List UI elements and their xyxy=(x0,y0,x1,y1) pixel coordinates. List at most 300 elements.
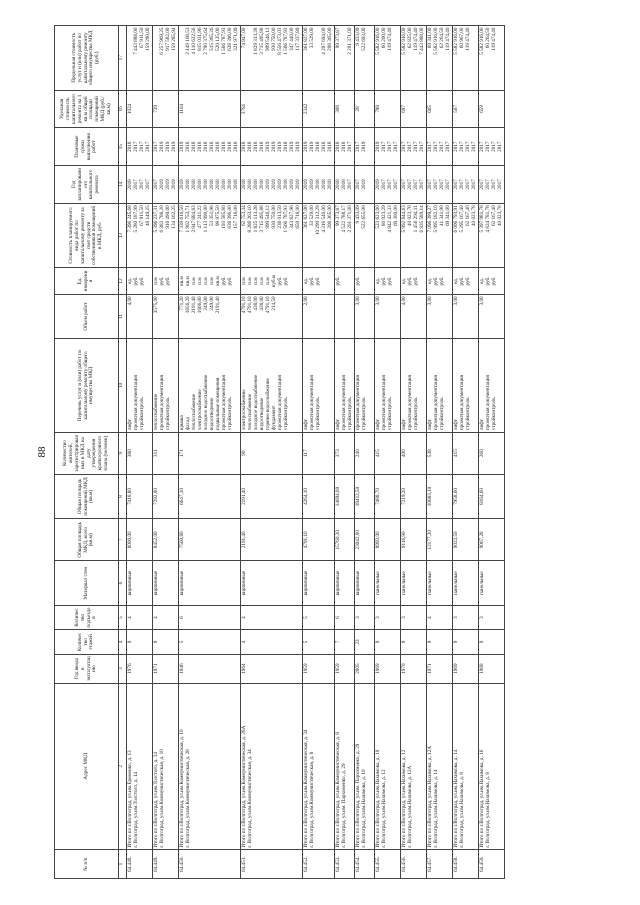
planned-year xyxy=(153,166,179,204)
rooms-area: 14694,80 xyxy=(335,474,355,518)
planned-terms-line: 2019 xyxy=(308,141,315,152)
planned-year-line: 2019 xyxy=(158,179,165,190)
planned-terms-line: 2017 xyxy=(438,141,445,152)
unit-of-measure xyxy=(375,268,401,295)
works-list-line: проектная документация xyxy=(484,375,491,431)
planned-cost-line: 5 397 981,78 xyxy=(478,205,485,233)
unit-of-measure-line: п.м xyxy=(152,277,159,285)
planned-terms-line: 2017 xyxy=(484,141,491,152)
planned-year-line: 2017 xyxy=(432,179,439,190)
planned-terms-line: 2018 xyxy=(314,141,321,152)
planned-year-line: 2017 xyxy=(152,179,159,190)
planned-terms xyxy=(427,128,453,166)
limit-cost-line: 930 750,00 xyxy=(270,27,277,51)
planned-year xyxy=(479,166,505,204)
planned-terms xyxy=(153,128,179,166)
address-cell-line: Итого по г.Волгоград, ул.им.Нахимова, д. 12 xyxy=(400,749,407,848)
works-list-line: стройконтроль xyxy=(412,397,419,431)
rotated-sheet xyxy=(30,17,630,887)
limit-cost-line: 9 433,09 xyxy=(354,27,361,46)
works-list xyxy=(127,339,153,432)
unit-cost-line: 659 xyxy=(478,105,485,113)
unit-cost-line: 2342 xyxy=(302,103,309,115)
floors-count: 5 xyxy=(303,630,335,654)
table-row xyxy=(375,26,401,879)
works-list-line: стройконтроль xyxy=(226,397,233,431)
floors-count: 4 xyxy=(241,630,303,654)
works-list xyxy=(375,339,401,432)
commission-year: 1971 xyxy=(153,654,179,683)
address-cell-line: г. Волгоград, ул.им. Пархоменко, д. 29 xyxy=(340,763,347,848)
unit-of-measure-line: руб. xyxy=(334,276,341,286)
commission-year: 2005 xyxy=(355,654,375,683)
unit-cost xyxy=(179,90,241,128)
header-cell: Ед. измерения xyxy=(55,268,119,295)
row-number: 64.452. xyxy=(303,850,335,879)
total-area: 12177,30 xyxy=(427,519,453,561)
unit-cost xyxy=(427,90,453,128)
works-list-line: проектная документация xyxy=(432,375,439,431)
header-cell: Стоимость планируемого вида работ по капитальному ремонту за счет средств собственников помещений в МКД, руб. xyxy=(55,203,119,267)
table-body xyxy=(127,26,505,879)
unit-of-measure-line xyxy=(348,270,354,293)
works-list-line: лифт xyxy=(426,419,433,431)
unit-cost-line: 665 xyxy=(426,105,433,113)
column-number-cell: 17 xyxy=(119,26,127,91)
planned-year-line: 2017 xyxy=(496,179,503,190)
planned-terms-line: 2018 xyxy=(208,141,215,152)
unit-of-measure-line: п.м xyxy=(258,277,265,285)
planned-year-line: 2017 xyxy=(386,179,393,190)
unit-of-measure xyxy=(335,268,355,295)
planned-cost-line: 930 750,00 xyxy=(270,205,277,229)
planned-year-line: 2018 xyxy=(232,179,239,190)
planned-cost-line: 1 566 787,93 xyxy=(282,205,289,233)
limit-cost-line: 361 827,06 xyxy=(302,27,309,51)
planned-cost xyxy=(453,203,479,267)
works-list-line: проектная документация xyxy=(340,375,347,431)
work-volume-line: 438,00 xyxy=(258,296,265,311)
unit-cost-line xyxy=(368,92,374,126)
planned-terms xyxy=(179,128,241,166)
unit-of-measure xyxy=(355,268,375,295)
wall-material: панельные xyxy=(453,561,479,605)
commission-year: 1969 xyxy=(453,654,479,683)
works-list-line: проектная документация xyxy=(132,375,139,431)
address-cell-line: Итого по г.Волгоград, ул.им. Пархоменко, д. 29 xyxy=(354,743,361,848)
limit-cost xyxy=(479,26,505,91)
limit-cost-line: 119 474,40 xyxy=(412,27,419,51)
planned-terms-line: 2018 xyxy=(126,141,133,152)
works-list-line: стройконтроль xyxy=(464,397,471,431)
unit-of-measure-line: руб. xyxy=(164,276,171,286)
limit-cost-line: 5 582 916,00 xyxy=(400,27,407,55)
unit-of-measure-line: п.м xyxy=(246,277,253,285)
header-cell: Удельная стоимость капитального ремонта на 1 кв.м общей площади помещений МКД (руб./кв.м) xyxy=(55,90,119,128)
unit-of-measure-line: ед. xyxy=(126,277,133,285)
work-volume xyxy=(153,294,179,338)
planned-terms xyxy=(241,128,303,166)
works-list-line: проектная документация xyxy=(220,375,227,431)
residents-count: 311 xyxy=(153,432,179,474)
total-area: 9116,90 xyxy=(401,519,427,561)
wall-material: панельные xyxy=(427,561,453,605)
address-cell xyxy=(127,683,153,850)
planned-terms-line: 2018 xyxy=(196,141,203,152)
planned-cost-line: 8 288 263,10 xyxy=(246,205,253,233)
unit-of-measure-line xyxy=(362,270,368,293)
unit-of-measure-line: кв.м xyxy=(178,276,185,286)
planned-terms xyxy=(401,128,427,166)
planned-year-line: 2018 xyxy=(246,179,253,190)
planned-cost xyxy=(153,203,179,267)
residents-count: 117 xyxy=(303,432,335,474)
planned-year-line: 2017 xyxy=(132,179,139,190)
unit-of-measure xyxy=(179,268,241,295)
planned-year-line: 2017 xyxy=(478,179,485,190)
works-list-line: стройконтроль xyxy=(438,397,445,431)
unit-of-measure-line: руб. xyxy=(220,276,227,286)
planned-cost-line: 48 149,25 xyxy=(144,205,151,227)
planned-year-line: 2017 xyxy=(484,179,491,190)
limit-cost-line: 7 443 888,00 xyxy=(132,27,139,55)
planned-cost-line: 361 827,06 xyxy=(302,205,309,229)
limit-cost xyxy=(401,26,427,91)
column-number-cell: 1 xyxy=(119,850,127,879)
works-list-line: фасад xyxy=(184,417,191,431)
total-area: 8452,00 xyxy=(153,519,179,561)
works-list-line: проектная документация xyxy=(458,375,465,431)
work-volume-line: 1666,00 xyxy=(196,296,203,314)
works-list-line: стройконтроль xyxy=(314,397,321,431)
commission-year: 1969 xyxy=(375,654,401,683)
planned-terms xyxy=(127,128,153,166)
planned-cost-line: 5 992 844,63 xyxy=(400,205,407,233)
unit-of-measure-line: руб. xyxy=(386,276,393,286)
address-cell xyxy=(375,683,401,850)
planned-cost-line: 4 942 421,33 xyxy=(386,205,393,233)
planned-terms-line: 2019 xyxy=(294,141,301,152)
works-list-line: теплоснабжение xyxy=(152,393,159,431)
address-cell-line: г. Волгоград, ул.им.Нахимова, д. 12А xyxy=(406,765,413,848)
commission-year: 1971 xyxy=(427,654,453,683)
limit-cost-line: 6 257 969,25 xyxy=(158,27,165,55)
planned-year-line: 2018 xyxy=(252,179,259,190)
work-volume-line: 3,00 xyxy=(478,296,485,306)
planned-terms-line: 2018 xyxy=(220,141,227,152)
planned-cost xyxy=(335,203,355,267)
unit-of-measure-line: ед. xyxy=(302,277,309,285)
works-list-line: проектная документация xyxy=(276,375,283,431)
table-row xyxy=(401,26,427,879)
work-volume xyxy=(453,294,479,338)
rooms-area: 7488,70 xyxy=(375,474,401,518)
planned-cost-line: 134 162,25 xyxy=(170,205,177,229)
works-list-line: лифт xyxy=(400,419,407,431)
unit-of-measure-line: п.м xyxy=(240,277,247,285)
header-cell: Количество подъездов xyxy=(55,605,119,629)
planned-cost-line: 40 023,78 xyxy=(406,205,413,227)
limit-cost-line: 638 396,00 xyxy=(226,27,233,51)
limit-cost-line: 60 264,50 xyxy=(484,27,491,49)
unit-of-measure-line: ед. xyxy=(478,277,485,285)
address-cell-line: Итого по г.Волгоград, ул.им.Коммунистическая, д. 10 xyxy=(178,729,185,848)
work-volume-line xyxy=(140,296,146,336)
unit-of-measure-line: руб. xyxy=(490,276,497,286)
planned-cost xyxy=(179,203,241,267)
limit-cost-line: 69 341,00 xyxy=(426,27,433,49)
planned-cost-line: 343 827,96 xyxy=(288,205,295,229)
limit-cost-line: 99 373,87 xyxy=(334,27,341,49)
unit-of-measure-line: п.м xyxy=(202,277,209,285)
planned-terms-line: 2019 xyxy=(276,141,283,152)
planned-cost-line: 157 716,00 xyxy=(232,205,239,229)
row-number: 64.458. xyxy=(453,850,479,879)
works-list-line: лифт xyxy=(452,419,459,431)
header-cell: Адрес МКД xyxy=(55,683,119,850)
planned-cost-line: 80 023,29 xyxy=(380,205,387,227)
floors-count: 9 xyxy=(401,630,427,654)
planned-year-line: 2017 xyxy=(444,179,451,190)
unit-cost-line: 507 xyxy=(452,105,459,113)
address-cell xyxy=(427,683,453,850)
row-number: 64.459. xyxy=(479,850,505,879)
work-volume-line: 3,00 xyxy=(426,296,433,306)
planned-cost-line: 916 490,00 xyxy=(164,205,171,229)
planned-cost xyxy=(303,203,335,267)
work-volume xyxy=(303,294,335,338)
entrances-count: 4 xyxy=(127,605,153,629)
unit-cost-line: 739 xyxy=(152,105,159,113)
planned-cost-line: 98 975,50 xyxy=(214,205,221,227)
works-list-line: стройконтроль xyxy=(346,397,353,431)
row-number: 64.451. xyxy=(241,850,303,879)
planned-year-line: 2018 xyxy=(214,179,221,190)
works-list-line: водоотведение xyxy=(258,397,265,431)
commission-year: 1964 xyxy=(241,654,303,683)
limit-cost-line: 119 474,40 xyxy=(490,27,497,51)
unit-cost xyxy=(453,90,479,128)
work-volume xyxy=(335,294,355,338)
planned-year-line: 2017 xyxy=(464,179,471,190)
limit-cost-line: 1 566 787,93 xyxy=(220,27,227,55)
header-cell: Плановые сроки выполнения работ xyxy=(55,128,119,166)
planned-cost xyxy=(427,203,453,267)
unit-of-measure-line: ед. xyxy=(452,277,459,285)
unit-of-measure-line: руб. xyxy=(412,276,419,286)
planned-terms xyxy=(355,128,375,166)
planned-terms-line: 2017 xyxy=(452,141,459,152)
unit-cost xyxy=(303,90,335,128)
address-cell-line: Итого по г.Волгоград, ул.им.Коммунистическая, д. 34 xyxy=(302,729,309,848)
limit-cost xyxy=(453,26,479,91)
unit-of-measure xyxy=(153,268,179,295)
limit-cost-line: 5 582 916,00 xyxy=(374,27,381,55)
address-cell-line: г. Волгоград, ул.им.Нахимова, д. 12 xyxy=(380,769,387,848)
limit-cost-line: 7 443 888,00 xyxy=(418,27,425,55)
planned-terms-line: 2018 xyxy=(258,141,265,152)
address-cell-line: г. Волгоград, ул.им.Коммунистическая, д. 34 xyxy=(246,749,253,848)
unit-of-measure-line: руб. xyxy=(132,276,139,286)
rooms-area: 4264,10 xyxy=(303,474,335,518)
works-list xyxy=(479,339,505,432)
unit-of-measure-line: ед. xyxy=(400,277,407,285)
unit-of-measure-line: руб. xyxy=(406,276,413,286)
planned-cost-line: 193 585,80 xyxy=(220,205,227,229)
address-cell-line: г. Волгоград, ул.им.Нахимова, д. 8 xyxy=(458,772,465,848)
works-list-line: электроснабжение xyxy=(240,389,247,431)
header-cell: Количество этажей xyxy=(55,630,119,654)
limit-cost-line: 33 529,00 xyxy=(308,27,315,49)
planned-cost-line: 40 023,78 xyxy=(496,205,503,227)
row-number: 64.457. xyxy=(427,850,453,879)
planned-cost-line: 4 218 540,00 xyxy=(320,205,327,233)
planned-cost-line: 53 351,98 xyxy=(208,205,215,227)
unit-of-measure xyxy=(453,268,479,295)
works-list xyxy=(241,339,303,432)
planned-terms-line: 2018 xyxy=(240,141,247,152)
limit-cost-line: 62 264,50 xyxy=(438,27,445,49)
planned-year-line: 2019 xyxy=(308,179,315,190)
planned-terms xyxy=(375,128,401,166)
table-row xyxy=(127,26,153,879)
planned-cost-line: 4 522 788,17 xyxy=(340,205,347,233)
row-number: 64.448. xyxy=(127,850,153,879)
planned-terms-line: 2017 xyxy=(432,141,439,152)
column-number-cell: 10 xyxy=(119,339,127,432)
planned-year-line: 2018 xyxy=(282,179,289,190)
floors-count: 9 xyxy=(375,630,401,654)
planned-cost-line: 4 824 781,78 xyxy=(484,205,491,233)
planned-year xyxy=(375,166,401,204)
unit-cost-line: 1024 xyxy=(126,103,133,115)
unit-of-measure xyxy=(427,268,453,295)
address-cell xyxy=(241,683,303,850)
wall-material: кирпичные xyxy=(355,561,375,605)
header-cell: Перечень услуг и (или) работ по капитальному ремонту общего имущества МКД xyxy=(55,339,119,432)
planned-year-line: 2017 xyxy=(458,179,465,190)
planned-cost-line: 477 241,22 xyxy=(196,205,203,229)
column-number-cell: 13 xyxy=(119,203,127,267)
unit-cost-line xyxy=(348,92,354,126)
limit-cost-line: 4 110 622,56 xyxy=(190,27,197,55)
works-list xyxy=(153,339,179,432)
limit-cost-line: 67 911,50 xyxy=(138,27,145,49)
work-volume-line: 4791,10 xyxy=(264,296,271,314)
planned-terms-line: 2017 xyxy=(152,141,159,152)
rooms-area: 7958,60 xyxy=(453,474,479,518)
planned-terms-line: 2017 xyxy=(406,141,413,152)
row-number: 64.449. xyxy=(153,850,179,879)
planned-year xyxy=(335,166,355,204)
unit-of-measure xyxy=(127,268,153,295)
total-area: 9067,28 xyxy=(479,519,505,561)
table-row xyxy=(355,26,375,879)
planned-cost xyxy=(401,203,427,267)
limit-cost-line: 119 474,40 xyxy=(444,27,451,51)
planned-terms xyxy=(335,128,355,166)
unit-of-measure-line: руб. xyxy=(458,276,465,286)
works-list xyxy=(453,339,479,432)
works-list-line: проектная документация xyxy=(406,375,413,431)
planned-terms-line: 2017 xyxy=(458,141,465,152)
planned-year-line: 2017 xyxy=(490,179,497,190)
entrances-count: 3 xyxy=(355,605,375,629)
unit-of-measure-line: руб. xyxy=(276,276,283,286)
header-cell: № п/п xyxy=(55,850,119,879)
address-cell-line: г. Волгоград, ул.им.Нахимова, д. 10 xyxy=(360,769,367,848)
planned-cost-line: 5 995 182,10 xyxy=(432,205,439,233)
wall-material: панельные xyxy=(479,561,505,605)
planned-cost-line: 9 433,09 xyxy=(354,205,361,224)
table-row xyxy=(303,26,335,879)
unit-of-measure-line: руб. xyxy=(314,276,321,286)
planned-terms-line: 2017 xyxy=(144,141,151,152)
planned-year-line: 2017 xyxy=(138,179,145,190)
column-number-cell: 5 xyxy=(119,605,127,629)
planned-year-line: 2018 xyxy=(314,179,321,190)
works-list xyxy=(179,339,241,432)
planned-year-line: 2019 xyxy=(270,179,277,190)
page-number: 88 xyxy=(36,446,48,458)
limit-cost-line xyxy=(498,28,504,89)
planned-terms-line: 2018 xyxy=(252,141,259,152)
work-volume-line xyxy=(228,296,234,336)
limit-cost-line: 208 365,00 xyxy=(326,27,333,51)
works-list-line: лифт xyxy=(334,419,341,431)
table-row xyxy=(479,26,505,879)
planned-terms-line: 2018 xyxy=(334,141,341,152)
work-volume-line: 3575,00 xyxy=(152,296,159,314)
unit-cost-line xyxy=(440,92,446,126)
limit-cost-line: 347 440,00 xyxy=(288,27,295,51)
limit-cost-line: 159 290,00 xyxy=(144,27,151,51)
address-cell-line: Итого по г.Волгоград, ул.им.Коммунистическая, д. 8 xyxy=(334,732,341,848)
planned-cost xyxy=(355,203,375,267)
planned-terms xyxy=(303,128,335,166)
limit-cost-line: 1 566 787,93 xyxy=(282,27,289,55)
limit-cost-line: 2 790 375,64 xyxy=(202,27,209,55)
work-volume-line xyxy=(492,296,498,336)
work-volume-line: 438,00 xyxy=(252,296,259,311)
planned-year xyxy=(179,166,241,204)
planned-cost-line: 999 546,12 xyxy=(264,205,271,229)
work-volume xyxy=(427,294,453,338)
header-cell: Год ввода в эксплуатацию xyxy=(55,654,119,683)
works-list-line: лифт xyxy=(126,419,133,431)
planned-terms-line: 2017 xyxy=(490,141,497,152)
planned-year-line: 2017 xyxy=(144,179,151,190)
planned-year xyxy=(303,166,335,204)
work-volume-line xyxy=(414,296,420,336)
work-volume-line: 2,00 xyxy=(302,296,309,306)
row-number: 64.450. xyxy=(179,850,241,879)
unit-of-measure-line: п.м xyxy=(208,277,215,285)
limit-cost-line: 815 031,96 xyxy=(196,27,203,51)
entrances-count: 3 xyxy=(479,605,505,629)
works-list-line: водоотведение xyxy=(208,397,215,431)
total-area: 9022,50 xyxy=(453,519,479,561)
limit-cost-line: 2 149 168,53 xyxy=(184,27,191,55)
residents-count: 400 xyxy=(401,432,427,474)
rooms-area: 2191,40 xyxy=(241,474,303,518)
works-list-line: теплоснабжение xyxy=(246,393,253,431)
address-cell xyxy=(335,683,355,850)
residents-count: 240 xyxy=(355,432,375,474)
planned-cost-line: 1 456 294,11 xyxy=(412,205,419,233)
planned-year-line: 2018 xyxy=(196,179,203,190)
works-list xyxy=(427,339,453,432)
